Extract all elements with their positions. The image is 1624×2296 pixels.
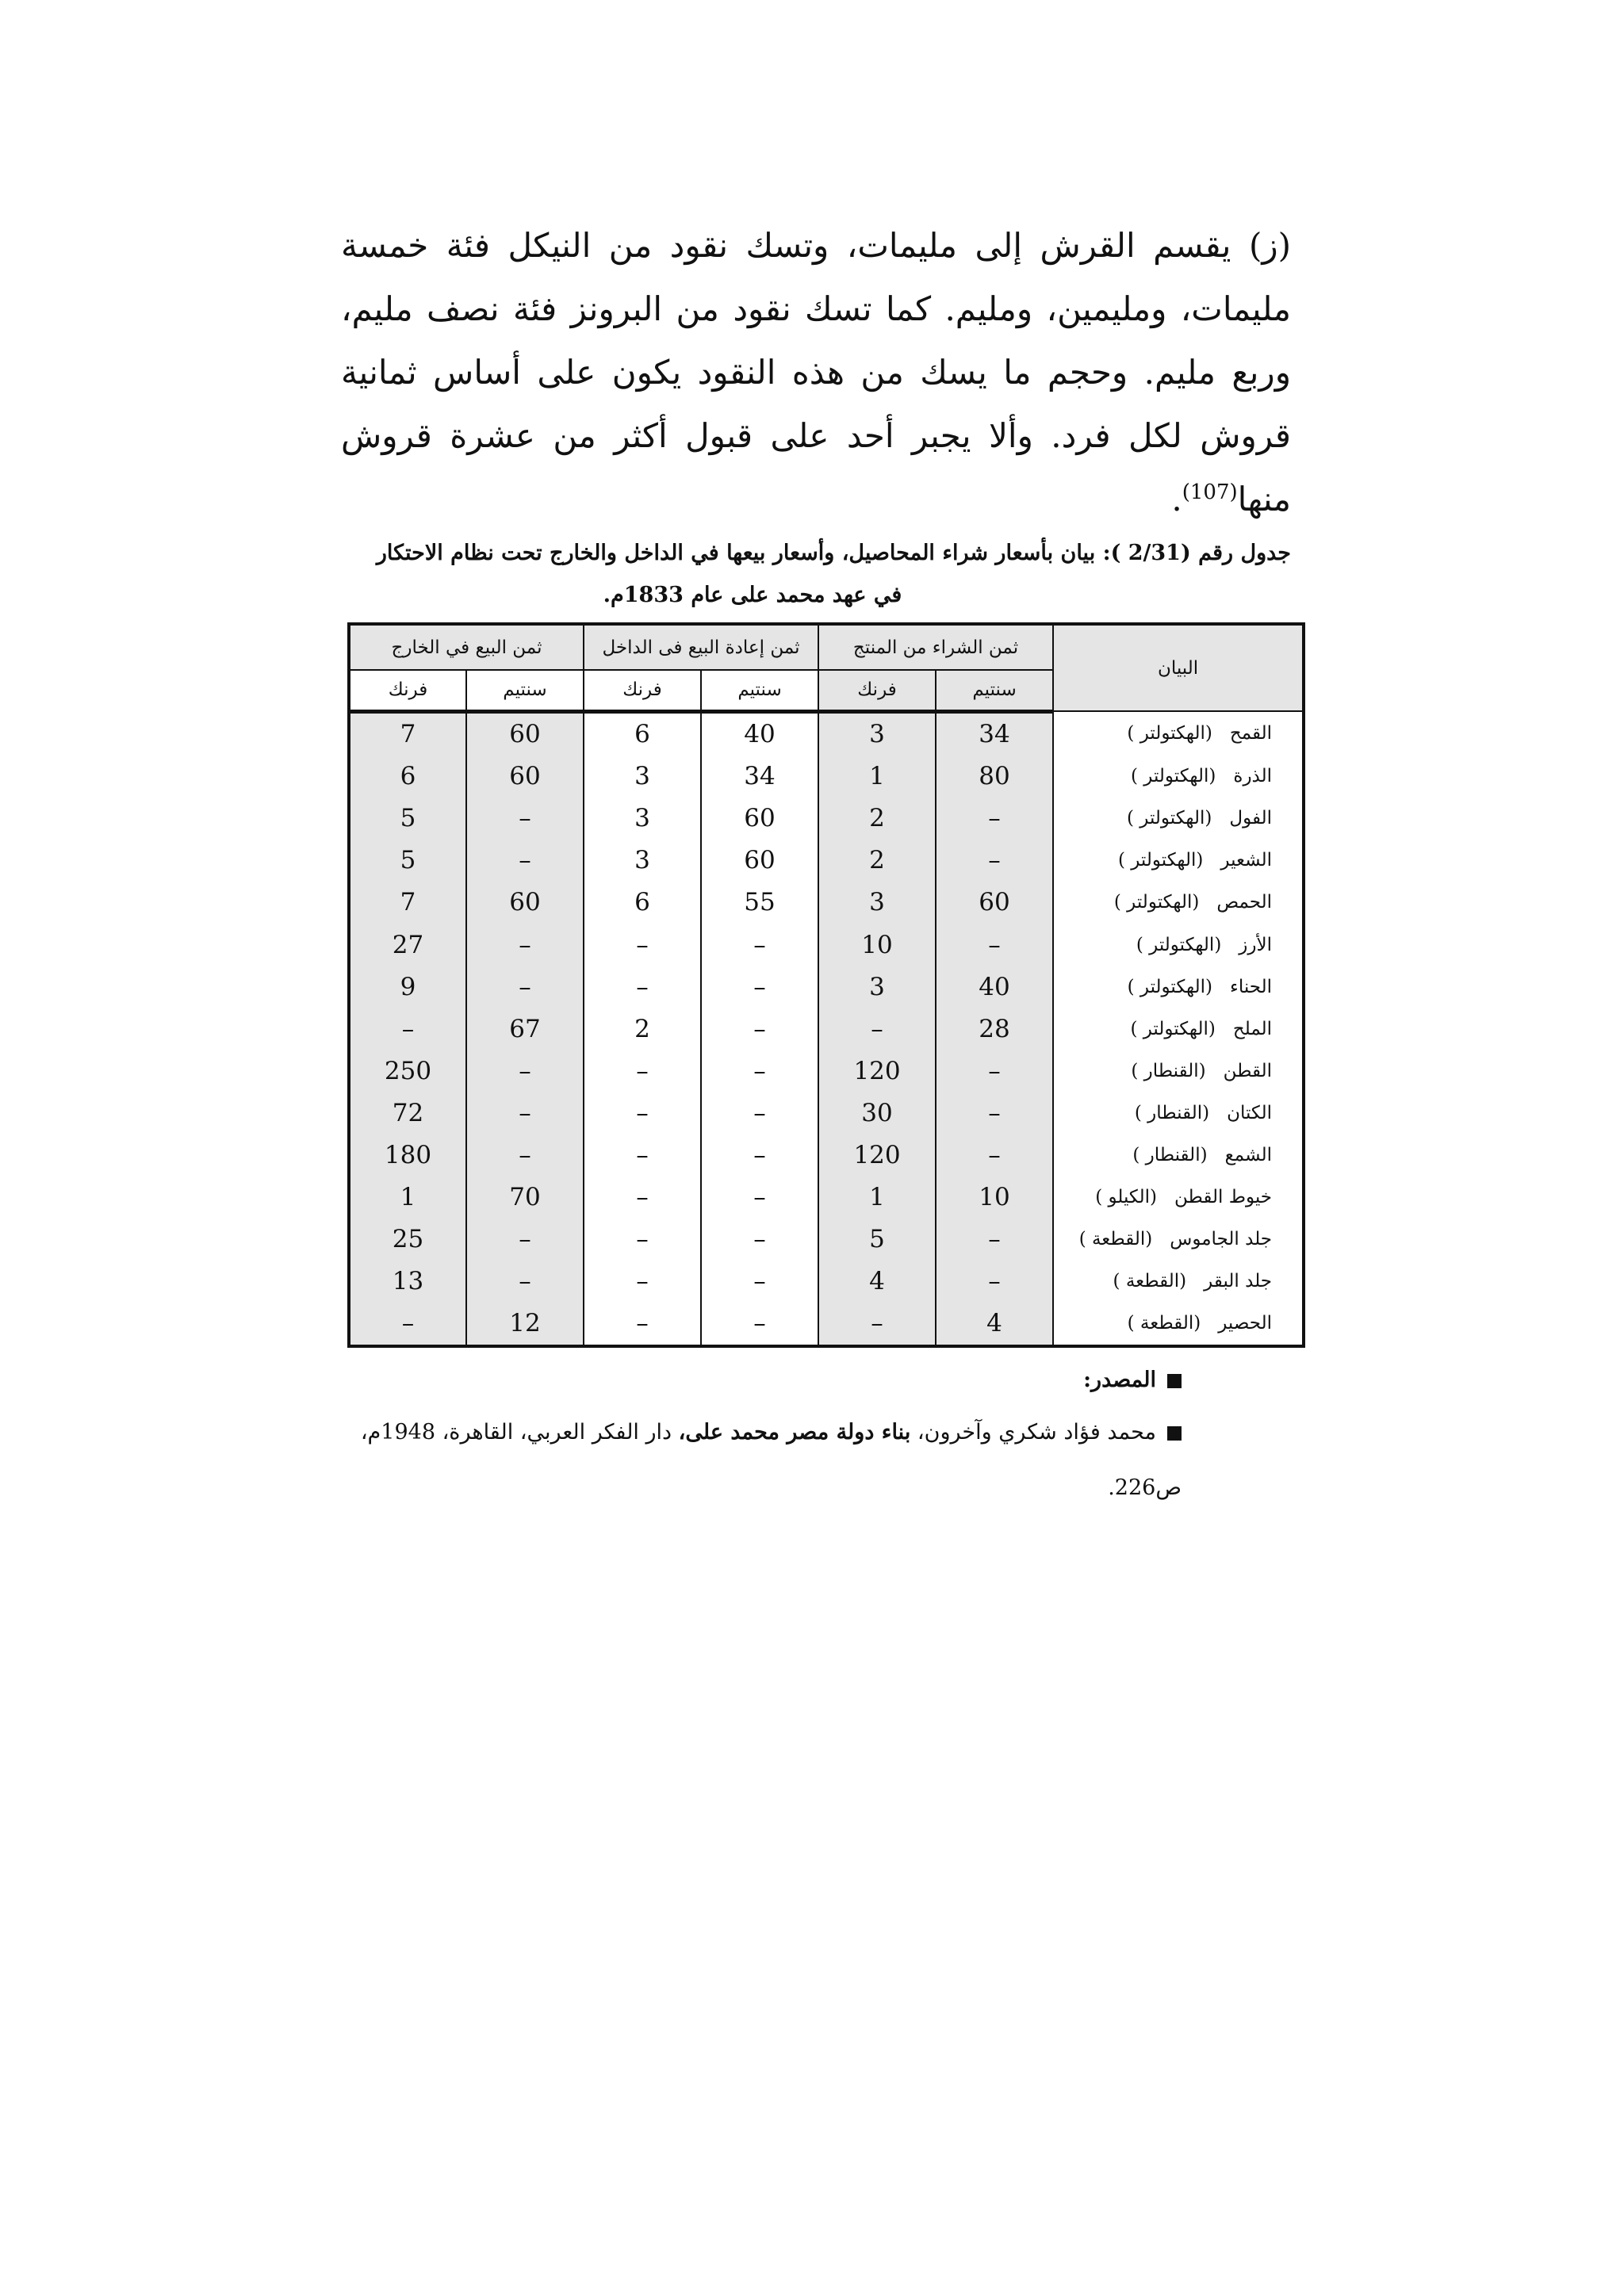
cell-out-f: 7 (349, 882, 466, 924)
paragraph-text: (ز) يقسم القرش إلى مليمات، وتسك نقود من النيكل فئة خمسة مليمات، ومليمين، ومليم. كما تسك نقود من البرونز فئة نصف مليم، وربع مليم. وحجم ما يسك من هذه النقود يكون على أساس ثمانية قروش لكل فرد. وألا يجبر أحد على قبول أكثر من عشرة قروش منها (341, 226, 1291, 519)
cell-buy-c: – (936, 1134, 1053, 1176)
cell-out-c: 60 (466, 711, 584, 756)
cell-in-f: 3 (584, 756, 701, 798)
cell-in-c: 60 (701, 840, 818, 882)
cell-buy-c: – (936, 924, 1053, 966)
cell-buy-f: 120 (818, 1134, 936, 1176)
item-unit: (القنطار ) (1131, 1060, 1206, 1081)
cell-buy-f: 1 (818, 756, 936, 798)
item-unit: (القنطار ) (1134, 1102, 1210, 1123)
cell-in-c: – (701, 1134, 818, 1176)
cell-in-c: – (701, 1219, 818, 1261)
subheader-franc: فرنك (818, 670, 936, 711)
cell-buy-f: 2 (818, 840, 936, 882)
cell-in-f: – (584, 1050, 701, 1092)
cell-in-c: – (701, 966, 818, 1008)
item-unit: (القطعة ) (1113, 1271, 1187, 1292)
cell-out-c: – (466, 1261, 584, 1303)
item-name: الشمع (1224, 1144, 1273, 1165)
cell-buy-f: 30 (818, 1092, 936, 1134)
cell-out-c: 60 (466, 882, 584, 924)
cell-out-c: – (466, 1050, 584, 1092)
subheader-centime: سنتيم (936, 670, 1053, 711)
item-unit: (الكيلو ) (1095, 1187, 1157, 1208)
cell-out-f: 27 (349, 924, 466, 966)
cell-buy-c: 34 (936, 711, 1053, 756)
bullet-square-icon (1167, 1374, 1182, 1388)
item-unit: (القطعة ) (1078, 1229, 1153, 1250)
cell-out-c: 12 (466, 1303, 584, 1346)
item-name: الحناء (1230, 976, 1273, 997)
cell-buy-c: 28 (936, 1008, 1053, 1050)
cell-buy-f: 3 (818, 711, 936, 756)
paragraph-end: . (1171, 480, 1182, 519)
cell-out-c: 60 (466, 756, 584, 798)
cell-in-c: 40 (701, 711, 818, 756)
row-item (1053, 1008, 1304, 1050)
cell-in-f: – (584, 1261, 701, 1303)
table-row (349, 756, 1304, 798)
cell-buy-f: 3 (818, 882, 936, 924)
item-name: الفول (1229, 808, 1273, 829)
cell-in-f: – (584, 1303, 701, 1346)
item-unit: (الهكتولتر ) (1126, 808, 1212, 829)
item-name: القطن (1223, 1060, 1273, 1081)
table-row (349, 1008, 1304, 1050)
cell-out-f: 13 (349, 1261, 466, 1303)
cell-out-c: – (466, 1219, 584, 1261)
row-item (1053, 1134, 1304, 1176)
cell-out-f: 72 (349, 1092, 466, 1134)
cell-in-f: 2 (584, 1008, 701, 1050)
cell-in-c: – (701, 1261, 818, 1303)
cell-out-f: 1 (349, 1177, 466, 1219)
row-item (1053, 966, 1304, 1008)
cell-buy-f: 4 (818, 1261, 936, 1303)
cell-buy-f: – (818, 1008, 936, 1050)
cell-in-f: 6 (584, 882, 701, 924)
item-unit: (الهكتولتر ) (1136, 934, 1222, 955)
item-name: الكتان (1227, 1102, 1273, 1123)
row-item (1053, 798, 1304, 840)
cell-buy-c: – (936, 1219, 1053, 1261)
item-name: جلد البقر (1204, 1271, 1273, 1292)
cell-out-f: 7 (349, 711, 466, 756)
source-title: بناء دولة مصر محمد على، (678, 1420, 911, 1445)
source-author: محمد فؤاد شكري وآخرون، (910, 1420, 1156, 1445)
cell-buy-f: 1 (818, 1177, 936, 1219)
item-unit: (الهكتولتر ) (1130, 1018, 1216, 1039)
cell-in-f: – (584, 1177, 701, 1219)
cell-buy-f: 3 (818, 966, 936, 1008)
table-row (349, 798, 1304, 840)
item-unit: (الهكتولتر ) (1130, 766, 1216, 787)
row-item (1053, 840, 1304, 882)
row-item (1053, 882, 1304, 924)
cell-out-f: 5 (349, 840, 466, 882)
cell-in-c: – (701, 1092, 818, 1134)
cell-buy-f: 2 (818, 798, 936, 840)
table-row (349, 1050, 1304, 1092)
item-unit: (القنطار ) (1132, 1144, 1208, 1165)
prices-table (347, 622, 1305, 1348)
cell-out-f: 5 (349, 798, 466, 840)
footnote-ref: (107) (1182, 480, 1238, 504)
item-name: الأرز (1239, 934, 1273, 955)
cell-in-f: – (584, 1134, 701, 1176)
table-row (349, 1177, 1304, 1219)
cell-buy-c: – (936, 1261, 1053, 1303)
source-label (341, 1368, 1182, 1392)
cell-in-c: 60 (701, 798, 818, 840)
table-row (349, 1134, 1304, 1176)
cell-out-c: – (466, 1092, 584, 1134)
cell-buy-f: – (818, 1303, 936, 1346)
table-row (349, 711, 1304, 756)
cell-in-f: 6 (584, 711, 701, 756)
row-item (1053, 1303, 1304, 1346)
item-name: الحمص (1216, 892, 1273, 913)
header-group-export: ثمن البيع في الخارج (349, 624, 584, 670)
bullet-square-icon (1167, 1426, 1182, 1441)
table-row (349, 1303, 1304, 1346)
cell-buy-c: 80 (936, 756, 1053, 798)
item-name: القمح (1229, 723, 1273, 744)
cell-out-f: 6 (349, 756, 466, 798)
cell-out-f: – (349, 1303, 466, 1346)
cell-buy-c: 4 (936, 1303, 1053, 1346)
cell-out-f: 9 (349, 966, 466, 1008)
subheader-centime: سنتيم (701, 670, 818, 711)
row-item (1053, 1219, 1304, 1261)
item-name: جلد الجاموس (1170, 1229, 1273, 1250)
item-unit: (الهكتولتر ) (1127, 976, 1213, 997)
cell-in-f: – (584, 924, 701, 966)
subheader-franc: فرنك (349, 670, 466, 711)
item-unit: (الهكتولتر ) (1127, 723, 1212, 744)
cell-in-f: – (584, 1092, 701, 1134)
subheader-centime: سنتيم (466, 670, 584, 711)
source-publisher: دار الفكر العربي، القاهرة، 1948م، ص226. (360, 1420, 1182, 1500)
cell-out-f: 25 (349, 1219, 466, 1261)
cell-buy-c: 40 (936, 966, 1053, 1008)
row-item (1053, 1261, 1304, 1303)
header-item: البيان (1053, 624, 1304, 711)
cell-in-f: – (584, 1219, 701, 1261)
body-paragraph (341, 214, 1291, 531)
source-citation (341, 1405, 1182, 1516)
cell-in-c: – (701, 1177, 818, 1219)
cell-in-c: 34 (701, 756, 818, 798)
header-group-buy: ثمن الشراء من المنتج (818, 624, 1053, 670)
table-row (349, 840, 1304, 882)
item-unit: (الهكتولتر ) (1113, 892, 1200, 913)
cell-in-c: – (701, 924, 818, 966)
table-row (349, 924, 1304, 966)
cell-in-c: 55 (701, 882, 818, 924)
table-row (349, 882, 1304, 924)
item-unit: (القطعة ) (1127, 1313, 1201, 1334)
cell-buy-c: 60 (936, 882, 1053, 924)
cell-out-f: – (349, 1008, 466, 1050)
cell-buy-c: – (936, 840, 1053, 882)
table-caption-line2: في عهد محمد على عام 1833م. (603, 583, 902, 607)
cell-buy-f: 5 (818, 1219, 936, 1261)
cell-buy-c: – (936, 1092, 1053, 1134)
source-label-text: المصدر: (1083, 1368, 1156, 1392)
row-item (1053, 711, 1304, 756)
cell-out-c: – (466, 840, 584, 882)
cell-in-c: – (701, 1303, 818, 1346)
cell-in-c: – (701, 1050, 818, 1092)
item-name: الذرة (1233, 766, 1273, 787)
cell-buy-c: – (936, 798, 1053, 840)
cell-out-c: – (466, 924, 584, 966)
cell-in-c: – (701, 1008, 818, 1050)
table-row (349, 1219, 1304, 1261)
cell-in-f: 3 (584, 798, 701, 840)
cell-buy-f: 10 (818, 924, 936, 966)
subheader-franc: فرنك (584, 670, 701, 711)
cell-buy-f: 120 (818, 1050, 936, 1092)
item-name: الشعير (1220, 850, 1273, 871)
cell-out-c: – (466, 798, 584, 840)
cell-buy-c: 10 (936, 1177, 1053, 1219)
cell-out-c: – (466, 1134, 584, 1176)
item-unit: (الهكتولتر ) (1117, 850, 1204, 871)
cell-out-c: 67 (466, 1008, 584, 1050)
table-row (349, 1261, 1304, 1303)
cell-out-f: 180 (349, 1134, 466, 1176)
cell-out-f: 250 (349, 1050, 466, 1092)
cell-buy-c: – (936, 1050, 1053, 1092)
table-row (349, 966, 1304, 1008)
item-name: الملح (1232, 1018, 1273, 1039)
row-item (1053, 1050, 1304, 1092)
cell-out-c: 70 (466, 1177, 584, 1219)
item-name: خيوط القطن (1174, 1187, 1273, 1208)
header-group-resale: ثمن إعادة البيع فى الداخل (584, 624, 818, 670)
item-name: الحصير (1218, 1313, 1273, 1334)
row-item (1053, 1177, 1304, 1219)
cell-in-f: 3 (584, 840, 701, 882)
cell-in-f: – (584, 966, 701, 1008)
row-item (1053, 924, 1304, 966)
cell-out-c: – (466, 966, 584, 1008)
row-item (1053, 1092, 1304, 1134)
table-caption-line1: جدول رقم (2/31 ): بيان بأسعار شراء المحاصيل، وأسعار بيعها في الداخل والخارج تحت نظام الاحتكار (376, 541, 1291, 565)
table-row (349, 1092, 1304, 1134)
row-item (1053, 756, 1304, 798)
